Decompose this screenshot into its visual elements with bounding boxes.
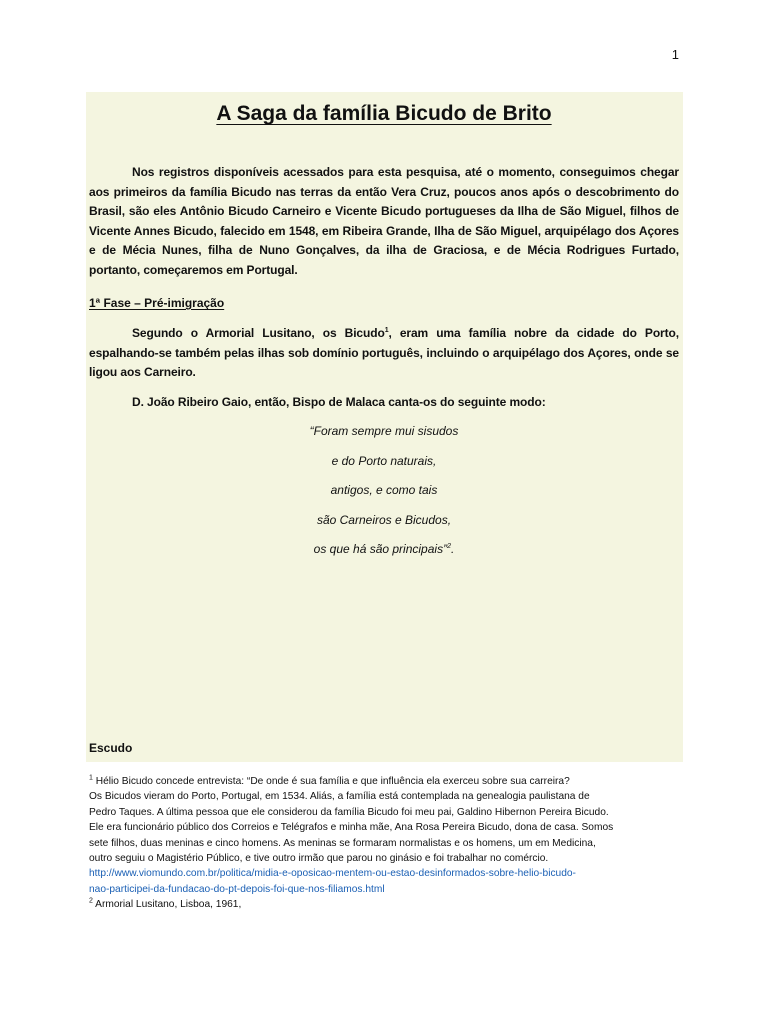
poem-line: e do Porto naturais, (331, 453, 437, 468)
source-link-line-1[interactable]: http://www.viomundo.com.br/politica/midia-e-oposicao-mentem-ou-estao-desinformados-sobre-helio-bicudo- (89, 868, 576, 880)
footnote-2-text: Armorial Lusitano, Lisboa, 1961, (92, 899, 242, 911)
footnote-1-link[interactable] (89, 866, 689, 881)
footnote-1-line: outro seguiu o Magistério Público, e tive outro irmão que parou no ginásio e foi trabalhar no comércio. (89, 853, 549, 865)
footnote-2 (89, 897, 689, 912)
footnotes (89, 774, 689, 913)
footnote-1-marker: 1 (89, 774, 93, 782)
bishop-paragraph-text: D. João Ribeiro Gaio, então, Bispo de Malaca canta-os do seguinte modo: (132, 395, 546, 409)
footnote-1-line: sete filhos, duas meninas e cinco homens. As meninas se formaram normalistas e os homens, um em Medicina, (89, 837, 596, 849)
footnote-ref-2[interactable]: 2 (447, 543, 451, 550)
poem-quote (0, 421, 768, 569)
armorial-text-end: , eram uma família nobre da cidade do Porto, espalhando-se também pelas ilhas sob domínio português, incluindo o arquipélago dos Açores, onde se ligou aos Carneiro. (89, 326, 679, 380)
footnote-2-marker: 2 (89, 897, 93, 905)
footnote-1-line: Os Bicudos vieram do Porto, Portugal, em 1534. Aliás, a família está contemplada na genealogia paulistana de (89, 791, 590, 803)
poem-last-line-text: os que há são principais” (313, 542, 448, 556)
escudo-label: Escudo (89, 741, 133, 755)
footnote-1-line: Pedro Taques. A última pessoa que ele considerou da família Bicudo foi meu pai, Galdino Hibernon Pereira Bicudo. (89, 806, 609, 818)
armorial-text-start: Segundo o Armorial Lusitano, os Bicudo (132, 326, 385, 340)
bishop-paragraph (89, 393, 679, 413)
section-heading (89, 296, 224, 310)
poem-line (0, 539, 768, 569)
page-number: 1 (671, 47, 679, 62)
footnote-1-link-cont[interactable] (89, 882, 689, 897)
poem-line: antigos, e como tais (330, 483, 438, 497)
title-text: A Saga da família Bicudo de Brito (216, 102, 552, 125)
footnote-ref-1[interactable]: 1 (384, 327, 389, 334)
footnote-1-line: Ele era funcionário público dos Correios e Telégrafos e minha mãe, Ana Rosa Pereira Bicudo, dona de casa. Somos (89, 822, 614, 834)
intro-paragraph (89, 163, 679, 281)
poem-last-line-suffix: . (450, 542, 455, 556)
document-title (0, 102, 768, 126)
poem-line: “Foram sempre mui sisudos (309, 424, 459, 438)
armorial-paragraph (89, 324, 679, 383)
footnote-1-intro: Hélio Bicudo concede entrevista: “De onde é sua família e que influência ela exerceu sobre sua carreira? (92, 776, 570, 787)
source-link-line-2[interactable]: nao-participei-da-fundacao-do-pt-depois-foi-que-nos-filiamos.html (89, 883, 385, 895)
intro-paragraph-text: Nos registros disponíveis acessados para esta pesquisa, até o momento, conseguimos chegar aos primeiros da família Bicudo nas terras da então Vera Cruz, poucos anos após o descobrimento do Brasil, são eles Antônio Bicudo Carneiro e Vicente Bicudo portugueses da Ilha de São Miguel, filhos de Vicente Annes Bicudo, falecido em 1548, em Ribeira Grande, Ilha de São Miguel, arquipélago dos Açores e de Mécia Nunes, filha de Nuno Gonçalves, da ilha de Graciosa, e de Mécia Rodrigues Furtado, portanto, começaremos em Portugal. (89, 165, 679, 277)
poem-line: são Carneiros e Bicudos, (316, 512, 452, 527)
section-heading-text: 1ª Fase – Pré-imigração (89, 296, 225, 310)
footnote-1 (89, 774, 689, 789)
